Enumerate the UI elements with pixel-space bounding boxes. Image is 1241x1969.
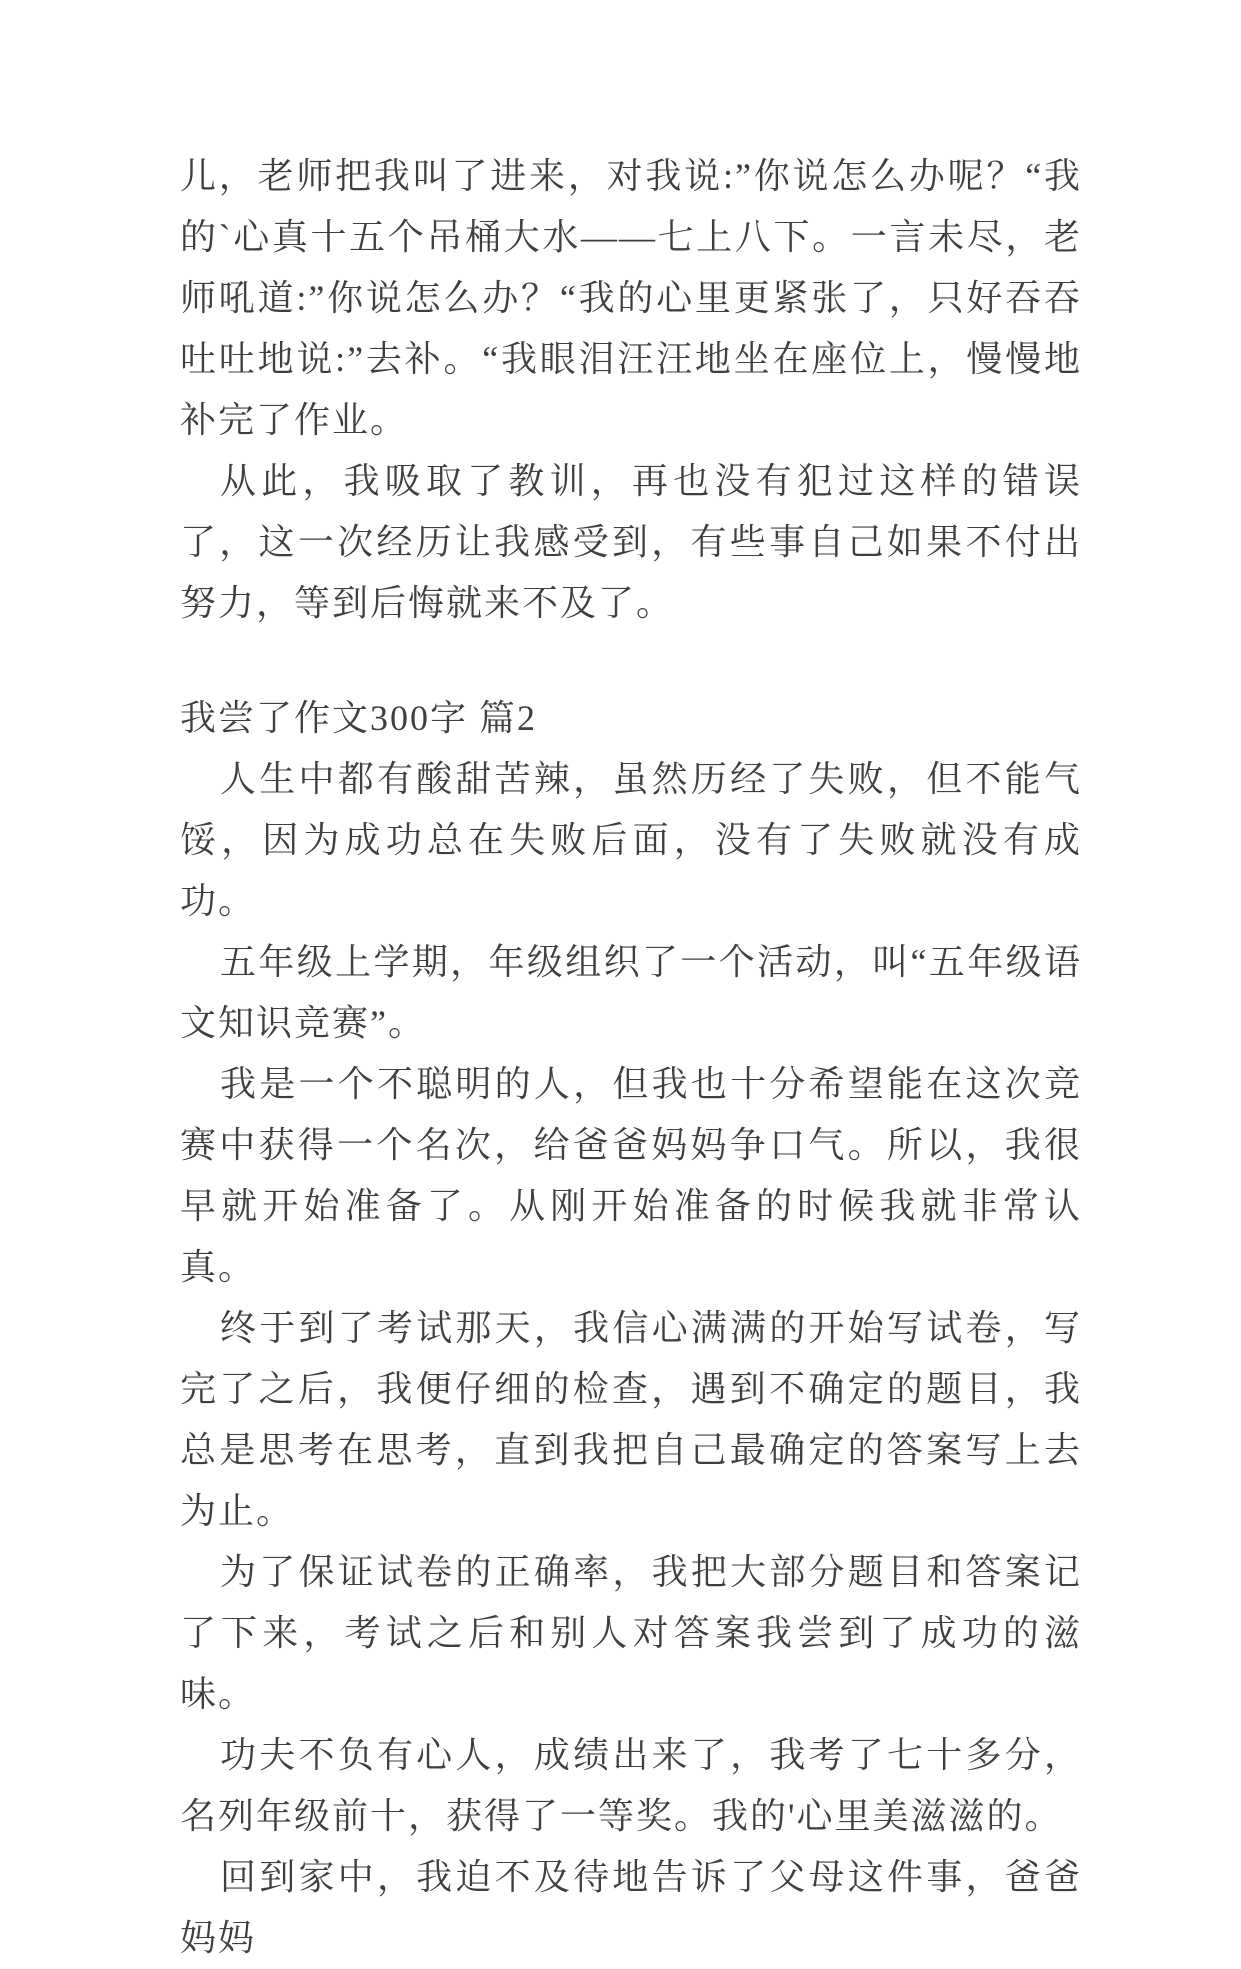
essay-paragraph: 人生中都有酸甜苦辣，虽然历经了失败，但不能气馁，因为成功总在失败后面，没有了失败就没有成功。	[180, 759, 1082, 921]
essay-paragraph: 五年级上学期，年级组织了一个活动，叫“五年级语文知识竞赛”。	[180, 942, 1082, 1043]
essay-paragraph: 儿，老师把我叫了进来，对我说:”你说怎么办呢？“我的`心真十五个吊桶大水——七上八下。一言未尽，老师吼道:”你说怎么办？“我的心里更紧张了，只好吞吞吐吐地说:”去补。“我眼泪汪汪地坐在座位上，慢慢地补完了作业。	[180, 156, 1082, 440]
essay-paragraph: 为了保证试卷的正确率，我把大部分题目和答案记了下来，考试之后和别人对答案我尝到了成功的滋味。	[180, 1552, 1082, 1714]
essay-paragraph: 我是一个不聪明的人，但我也十分希望能在这次竞赛中获得一个名次，给爸爸妈妈争口气。所以，我很早就开始准备了。从刚开始准备的时候我就非常认真。	[180, 1064, 1082, 1287]
essay-paragraph: 回到家中，我迫不及待地告诉了父母这件事，爸爸妈妈	[180, 1857, 1082, 1958]
essay-paragraph: 从此，我吸取了教训，再也没有犯过这样的错误了，这一次经历让我感受到，有些事自己如果不付出努力，等到后悔就来不及了。	[180, 461, 1082, 623]
essay-content	[180, 146, 1082, 1969]
essay-paragraph: 终于到了考试那天，我信心满满的开始写试卷，写完了之后，我便仔细的检查，遇到不确定的题目，我总是思考在思考，直到我把自己最确定的答案写上去为止。	[180, 1308, 1082, 1531]
essay-section-heading: 我尝了作文300字 篇2	[180, 698, 538, 738]
essay-paragraph: 功夫不负有心人，成绩出来了，我考了七十多分，名列年级前十，获得了一等奖。我的'心里美滋滋的。	[180, 1735, 1082, 1836]
